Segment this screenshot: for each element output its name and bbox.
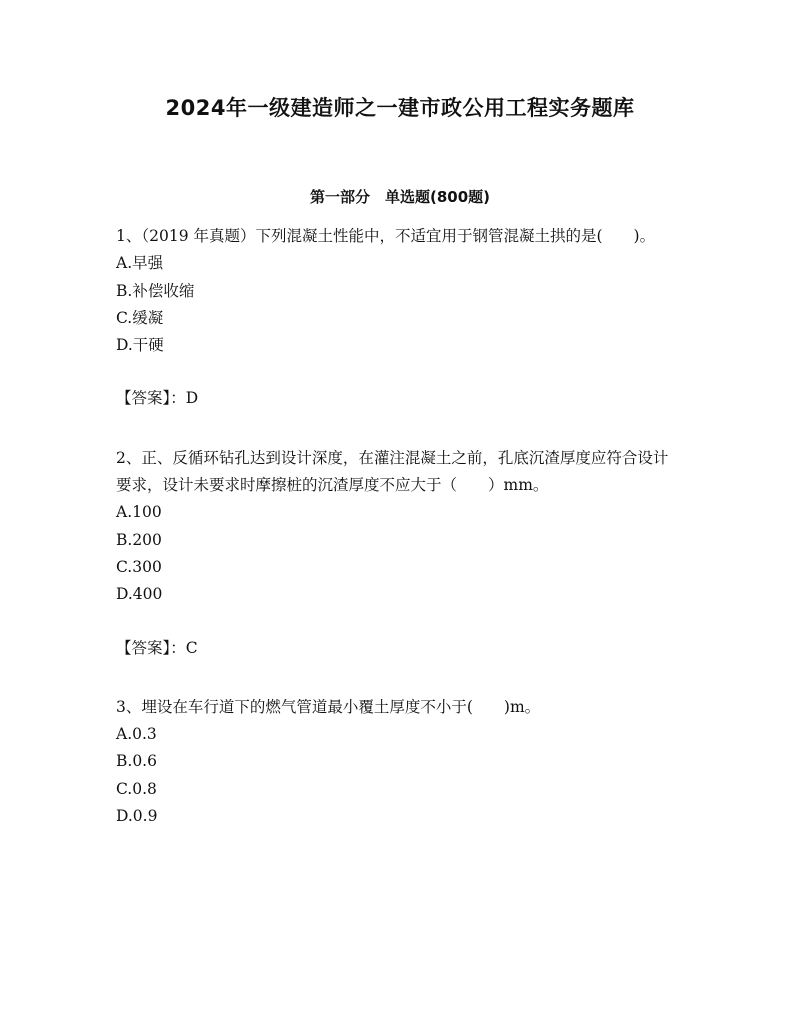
option-d: D.0.9 — [116, 807, 158, 826]
option-a: A.0.3 — [116, 725, 157, 744]
question-3 — [116, 694, 682, 830]
question-list — [116, 223, 682, 830]
question-stem: 2、正、反循环钻孔达到设计深度，在灌注混凝土之前，孔底沉渣厚度应符合设计要求，设计未要求时摩擦桩的沉渣厚度不应大于（ ）mm。 — [116, 448, 669, 495]
section-heading: 第一部分 单选题(800题) — [309, 188, 491, 206]
option-c: C.300 — [116, 557, 162, 576]
option-c: C.缓凝 — [116, 308, 164, 327]
option-a: A.早强 — [116, 254, 164, 273]
document-title: 2024年一级建造师之一建市政公用工程实务题库 — [165, 96, 635, 120]
answer-line: 【答案】：D — [116, 389, 199, 408]
option-c: C.0.8 — [116, 779, 157, 798]
question-1 — [116, 223, 682, 413]
option-b: B.0.6 — [116, 752, 157, 771]
option-a: A.100 — [116, 503, 162, 522]
question-stem: 1、（2019 年真题）下列混凝土性能中，不适宜用于钢管混凝土拱的是( )。 — [116, 227, 656, 245]
answer-line: 【答案】：C — [116, 638, 198, 657]
option-b: B.补偿收缩 — [116, 281, 195, 300]
question-2 — [116, 445, 682, 662]
option-d: D.400 — [116, 585, 163, 604]
option-b: B.200 — [116, 530, 162, 549]
option-d: D.干硬 — [116, 336, 164, 355]
question-stem: 3、埋设在车行道下的燃气管道最小覆土厚度不小于( )m。 — [116, 697, 541, 716]
